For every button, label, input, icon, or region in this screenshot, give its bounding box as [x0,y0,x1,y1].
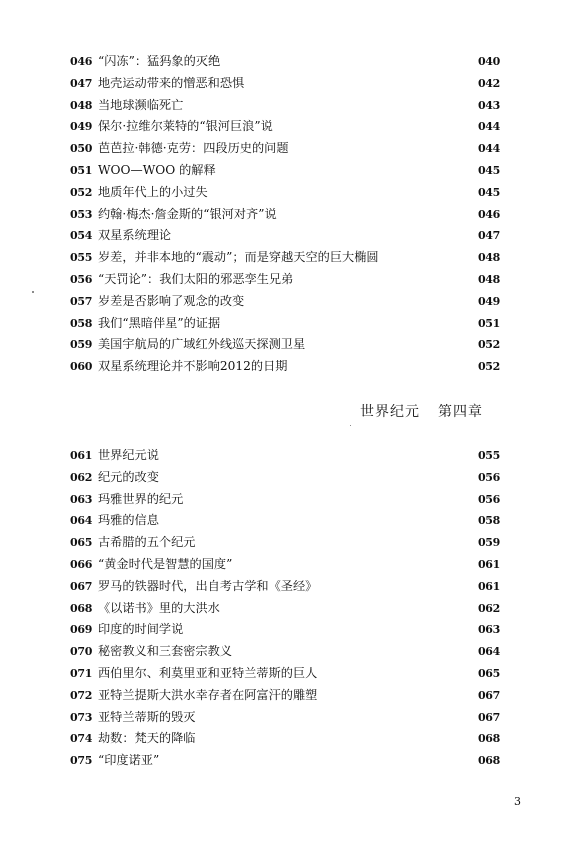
toc-entry [70,73,500,95]
toc-entry [70,95,500,117]
entry-page: 040 [477,55,500,68]
toc-entry [70,313,500,335]
toc-entry [70,641,500,663]
entry-title: 劫数：梵天的降临 [98,731,196,746]
entry-title: 纪元的改变 [98,469,159,484]
entry-title: 芭芭拉·韩德·克劳：四段历史的问题 [98,141,289,156]
toc-entry [70,576,500,598]
entry-title: 玛雅的信息 [98,513,159,528]
entry-page: 061 [477,579,500,593]
entry-number: 056 [70,272,93,286]
toc-entry [70,291,500,313]
entry-title: 岁差，并非本地的“震动”；而是穿越天空的巨大椭圆 [98,250,379,265]
entry-page: 068 [477,754,500,768]
toc-entry [70,247,500,269]
toc-entry [70,356,500,378]
entry-number: 069 [70,623,93,637]
toc-entry [70,160,500,182]
entry-title: 我们“黑暗伴星”的证据 [98,315,221,330]
entry-number: 065 [70,536,93,550]
toc-entry [70,663,500,685]
entry-page: 044 [477,142,500,156]
entry-page: 049 [477,294,500,308]
entry-number: 061 [70,449,93,462]
entry-number: 073 [70,710,93,724]
entry-title: “天罚论”：我们太阳的邪恶孪生兄弟 [98,271,294,286]
entry-page: 064 [477,645,500,659]
entry-title: 《以诺书》里的大洪水 [98,600,220,615]
entry-page: 052 [477,360,500,374]
entry-number: 053 [70,207,93,221]
scan-speck [350,425,351,426]
entry-number: 054 [70,229,93,243]
entry-number: 058 [70,316,93,330]
entry-page: 055 [477,449,500,462]
entry-number: 055 [70,251,93,265]
entry-number: 051 [70,163,93,177]
entry-page: 051 [477,316,500,330]
entry-page: 067 [477,688,500,702]
entry-page: 047 [477,229,500,243]
entry-title: “印度诺亚” [98,753,160,768]
entry-title: 岁差是否影响了观念的改变 [98,293,245,308]
scan-speck [32,291,34,293]
entry-page: 058 [477,514,500,528]
toc-list-top [70,51,500,378]
toc-entry [70,728,500,750]
toc-entry [70,204,500,226]
entry-page: 043 [477,98,500,112]
entry-page: 067 [477,710,500,724]
entry-number: 067 [70,579,93,593]
entry-number: 059 [70,338,93,352]
entry-page: 046 [477,207,500,221]
toc-entry [70,138,500,160]
entry-title: 印度的时间学说 [98,622,184,637]
entry-title: 亚特兰蒂斯的毁灭 [98,709,196,724]
entry-number: 072 [70,688,93,702]
toc-entry [70,467,500,489]
entry-page: 056 [477,470,500,484]
entry-title: 保尔·拉维尔莱特的“银河巨浪”说 [98,119,273,134]
entry-number: 068 [70,601,93,615]
chapter-heading [360,401,483,421]
entry-number: 046 [70,55,93,68]
toc-entry [70,685,500,707]
entry-title: 双星系统理论 [98,228,172,243]
entry-page: 045 [477,185,500,199]
entry-title: WOO—WOO 的解释 [98,162,216,177]
entry-number: 075 [70,754,93,768]
entry-number: 071 [70,666,93,680]
entry-title: 秘密教义和三套密宗教义 [98,644,233,659]
entry-title: 地壳运动带来的憎恶和恐惧 [98,75,245,90]
entry-title: 世界纪元说 [98,448,159,462]
entry-title: “闪冻”：猛犸象的灭绝 [98,54,221,68]
toc-entry [70,269,500,291]
entry-number: 049 [70,120,93,134]
toc-entry [70,225,500,247]
entry-title: 双星系统理论并不影响2012的日期 [98,359,288,374]
entry-number: 062 [70,470,93,484]
entry-number: 066 [70,557,93,571]
entry-page: 048 [477,272,500,286]
entry-title: 亚特兰提斯大洪水幸存者在阿富汗的雕塑 [98,687,318,702]
entry-title: 玛雅世界的纪元 [98,491,184,506]
toc-list-bottom [70,445,500,772]
entry-page: 062 [477,601,500,615]
toc-entry [70,554,500,576]
entry-number: 047 [70,76,93,90]
entry-page: 048 [477,251,500,265]
entry-number: 048 [70,98,93,112]
entry-page: 059 [477,536,500,550]
entry-page: 068 [477,732,500,746]
chapter-title: 世界纪元 [360,404,420,420]
toc-entry [70,707,500,729]
entry-title: 地质年代上的小过失 [98,184,208,199]
toc-entry [70,182,500,204]
toc-entry [70,598,500,620]
entry-number: 060 [70,360,93,374]
entry-page: 052 [477,338,500,352]
entry-page: 061 [477,557,500,571]
toc-entry [70,619,500,641]
toc-entry [70,51,500,73]
toc-entry [70,750,500,772]
entry-page: 045 [477,163,500,177]
entry-title: 西伯里尔、利莫里亚和亚特兰蒂斯的巨人 [98,665,318,680]
toc-entry [70,334,500,356]
entry-number: 057 [70,294,93,308]
toc-entry [70,445,500,467]
entry-page: 065 [477,666,500,680]
entry-number: 074 [70,732,93,746]
entry-page: 044 [477,120,500,134]
entry-number: 052 [70,185,93,199]
entry-page: 056 [477,492,500,506]
toc-entry [70,510,500,532]
entry-page: 063 [477,623,500,637]
toc-entry [70,532,500,554]
toc-entry [70,116,500,138]
entry-title: “黄金时代是智慧的国度” [98,556,233,571]
entry-title: 当地球濒临死亡 [98,97,184,112]
entry-title: 古希腊的五个纪元 [98,535,196,550]
entry-title: 约翰·梅杰·詹金斯的“银河对齐”说 [98,206,277,221]
entry-title: 美国宇航局的广域红外线巡天探测卫星 [98,337,306,352]
entry-title: 罗马的铁器时代，出自考古学和《圣经》 [98,578,318,593]
entry-number: 050 [70,142,93,156]
page-number: 3 [514,795,521,808]
chapter-number: 第四章 [438,404,483,420]
entry-page: 042 [477,76,500,90]
entry-number: 064 [70,514,93,528]
entry-number: 070 [70,645,93,659]
toc-entry [70,489,500,511]
entry-number: 063 [70,492,93,506]
